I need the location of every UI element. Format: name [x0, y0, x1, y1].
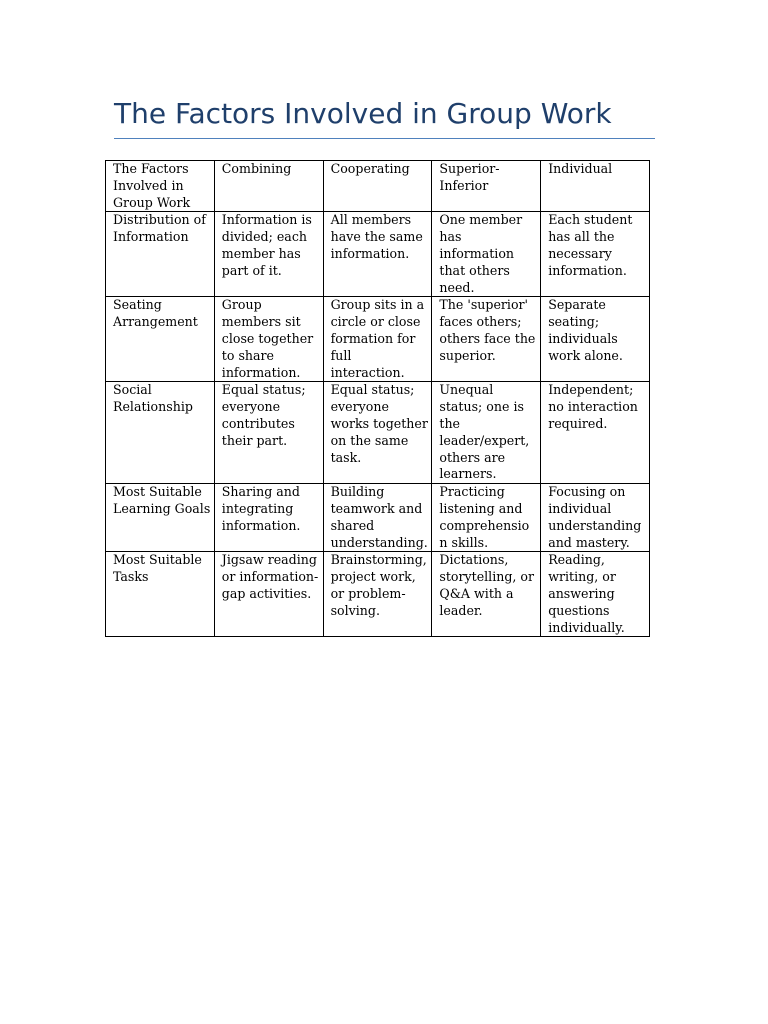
header-text: Combining	[221, 161, 292, 176]
table-cell	[214, 484, 323, 552]
cell-text: Dictations, storytelling, or Q&A with a leader.	[439, 552, 535, 618]
table-cell	[214, 382, 323, 484]
header-cell	[541, 161, 650, 212]
factor-cell	[106, 297, 215, 382]
page-title: The Factors Involved in Group Work	[114, 97, 612, 130]
table-cell	[541, 297, 650, 382]
table-cell	[541, 484, 650, 552]
cell-text: Focusing on individual understanding and mastery.	[548, 484, 642, 550]
table-row	[106, 484, 650, 552]
cell-text: Jigsaw reading or information-gap activities.	[221, 552, 319, 601]
header-text: Cooperating	[330, 161, 410, 176]
table-cell	[541, 382, 650, 484]
factor-cell	[106, 484, 215, 552]
cell-text: Practicing listening and comprehension skills.	[439, 484, 530, 550]
cell-text: Equal status; everyone contributes their part.	[221, 382, 306, 448]
cell-text: Information is divided; each member has part of it.	[221, 212, 312, 278]
table-cell	[541, 212, 650, 297]
table-cell	[432, 212, 541, 297]
cell-text: Each student has all the necessary information.	[548, 212, 633, 278]
cell-text: Brainstorming, project work, or problem-solving.	[330, 552, 427, 618]
cell-text: Unequal status; one is the leader/expert, others are learners.	[439, 382, 530, 482]
cell-text: Independent; no interaction required.	[548, 382, 638, 431]
cell-text: One member has information that others need.	[439, 212, 523, 295]
header-text: Superior-Inferior	[439, 161, 500, 193]
factor-cell	[106, 552, 215, 637]
table-cell	[323, 552, 432, 637]
table-cell	[432, 484, 541, 552]
table-row	[106, 552, 650, 637]
title-underline	[114, 138, 655, 139]
header-cell	[323, 161, 432, 212]
table-cell	[323, 297, 432, 382]
header-text: Individual	[548, 161, 613, 176]
cell-text: Seating Arrangement	[113, 297, 198, 330]
table-row	[106, 212, 650, 297]
table-cell	[214, 297, 323, 382]
table-cell	[214, 212, 323, 297]
table-header-row	[106, 161, 650, 212]
factor-cell	[106, 382, 215, 484]
factor-cell	[106, 212, 215, 297]
cell-text: Group members sit close together to share information.	[221, 297, 314, 380]
table-cell	[323, 212, 432, 297]
table-cell	[323, 484, 432, 552]
table-cell	[432, 552, 541, 637]
cell-text: Distribution of Information	[113, 212, 206, 245]
table-cell	[323, 382, 432, 484]
cell-text: The 'superior' faces others; others face the superior.	[439, 297, 536, 363]
cell-text: Sharing and integrating information.	[221, 484, 301, 533]
header-cell	[432, 161, 541, 212]
header-cell	[106, 161, 215, 212]
cell-text: Group sits in a circle or close formation for full interaction.	[330, 297, 425, 380]
cell-text: Reading, writing, or answering questions individually.	[548, 552, 625, 635]
table-cell	[541, 552, 650, 637]
cell-text: Most Suitable Learning Goals	[113, 484, 211, 516]
cell-text: Building teamwork and shared understanding.	[330, 484, 428, 550]
table-row	[106, 382, 650, 484]
cell-text: Social Relationship	[113, 382, 193, 415]
cell-text: Equal status; everyone works together on the same task.	[330, 382, 428, 465]
header-text: The Factors Involved in Group Work	[113, 161, 191, 210]
header-cell	[214, 161, 323, 212]
factors-table	[105, 160, 650, 637]
cell-text: Most Suitable Tasks	[113, 552, 202, 585]
table-cell	[432, 382, 541, 484]
cell-text: All members have the same information.	[330, 212, 423, 261]
cell-text: Separate seating; individuals work alone.	[548, 297, 623, 363]
table-row	[106, 297, 650, 382]
table-cell	[214, 552, 323, 637]
table-cell	[432, 297, 541, 382]
